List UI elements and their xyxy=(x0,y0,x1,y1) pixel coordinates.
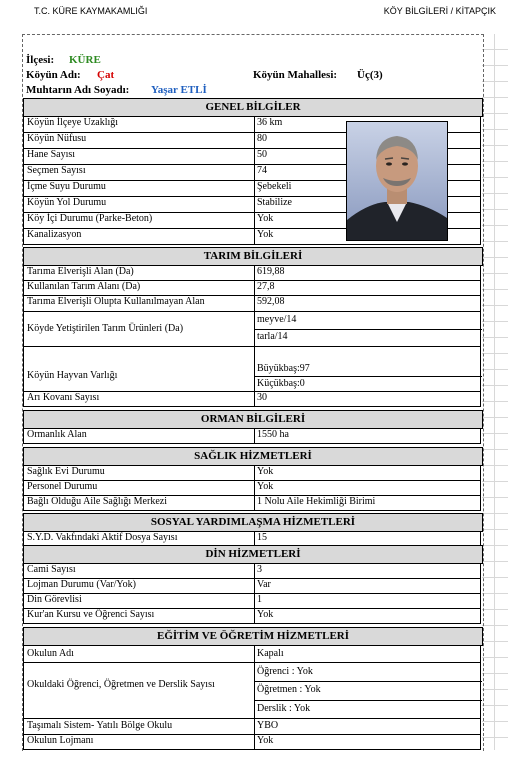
row-label: Tarıma Elverişli Alan (Da) xyxy=(27,266,134,277)
section-general-info: GENEL BİLGİLER xyxy=(23,98,483,117)
row-value: Yok xyxy=(254,735,482,749)
table-row xyxy=(23,719,481,735)
header-document-title: KÖY BİLGİLERİ / KİTAPÇIK xyxy=(383,6,496,16)
student-count: Öğrenci : Yok xyxy=(257,666,313,677)
products-fruit: meyve/14 xyxy=(257,314,297,325)
teacher-count: Öğretmen : Yok xyxy=(257,684,321,695)
row-label: Seçmen Sayısı xyxy=(27,165,86,176)
row-value: 30 xyxy=(254,392,482,406)
row-label: Okuldaki Öğrenci, Öğretmen ve Derslik Sayısı xyxy=(27,679,215,690)
header-institution: T.C. KÜRE KAYMAKAMLIĞI xyxy=(34,6,148,16)
row-label: Lojman Durumu (Var/Yok) xyxy=(27,579,136,590)
row-label: Personel Durumu xyxy=(27,481,98,492)
page-header xyxy=(0,6,510,20)
district-value: KÜRE xyxy=(69,54,101,66)
column-divider xyxy=(254,663,255,718)
column-divider xyxy=(254,347,255,391)
cell-divider xyxy=(254,329,482,330)
livestock-small: Küçükbaş:0 xyxy=(257,378,305,389)
table-row xyxy=(23,481,481,496)
row-label: Köyün Yol Durumu xyxy=(27,197,107,208)
cell-divider xyxy=(254,681,482,682)
livestock-large: Büyükbaş:97 xyxy=(257,363,310,374)
village-name-label: Köyün Adı: xyxy=(26,69,81,81)
headman-photo xyxy=(346,121,448,241)
neighborhood-value: Üç(3) xyxy=(357,69,383,81)
table-row xyxy=(23,735,481,750)
table-row-products xyxy=(23,312,481,347)
cell-divider xyxy=(254,700,482,701)
section-education: EĞİTİM VE ÖĞRETİM HİZMETLERİ xyxy=(23,627,483,646)
row-value: 50 xyxy=(254,149,369,164)
village-name-value: Çat xyxy=(97,69,115,81)
row-label: Bağlı Olduğu Aile Sağlığı Merkezi xyxy=(27,496,167,507)
section-agriculture: TARIM BİLGİLERİ xyxy=(23,247,483,266)
row-label: İçme Suyu Durumu xyxy=(27,181,106,192)
row-label: Din Görevlisi xyxy=(27,594,82,605)
row-value: Şebekeli xyxy=(254,181,369,196)
district-line xyxy=(23,53,483,67)
section-forest: ORMAN BİLGİLERİ xyxy=(23,410,483,429)
row-label: Cami Sayısı xyxy=(27,564,76,575)
table-row xyxy=(23,466,481,481)
row-label: Taşımalı Sistem- Yatılı Bölge Okulu xyxy=(27,720,173,731)
table-row xyxy=(23,646,481,663)
row-value: 592,08 xyxy=(254,296,482,311)
section-social-aid: SOSYAL YARDIMLAŞMA HİZMETLERİ xyxy=(23,513,483,532)
products-field: tarla/14 xyxy=(257,331,288,342)
table-row xyxy=(23,496,481,511)
row-label: Köyün İlçeye Uzaklığı xyxy=(27,117,119,128)
row-value: Yok xyxy=(254,213,369,228)
table-row xyxy=(23,392,481,407)
district-label: İlçesi: xyxy=(26,54,55,66)
row-value: 15 xyxy=(254,532,482,546)
row-value: 3 xyxy=(254,564,482,578)
headman-line xyxy=(23,83,483,97)
row-label: Köyde Yetiştirilen Tarım Ürünleri (Da) xyxy=(27,323,184,334)
row-value: Yok xyxy=(254,609,482,623)
row-label: S.Y.D. Vakfındaki Aktif Dosya Sayısı xyxy=(27,532,178,543)
row-value: Kapalı xyxy=(254,646,482,662)
row-value: Yok xyxy=(254,466,482,480)
row-label: Sağlık Evi Durumu xyxy=(27,466,105,477)
row-label: Okulun Adı xyxy=(27,648,74,659)
village-line xyxy=(23,68,483,82)
table-row xyxy=(23,266,481,281)
table-row xyxy=(23,429,481,444)
classroom-count: Derslik : Yok xyxy=(257,703,311,714)
cell-divider xyxy=(254,376,482,377)
row-label: Tarıma Elverişli Olupta Kullanılmayan Alan xyxy=(27,296,205,307)
table-row xyxy=(23,609,481,624)
section-religious: DİN HİZMETLERİ xyxy=(23,545,483,564)
table-row xyxy=(23,281,481,296)
row-value: 1550 ha xyxy=(254,429,482,443)
row-value: Yok xyxy=(254,229,369,244)
row-value: 36 km xyxy=(254,117,369,132)
row-label: Arı Kovanı Sayısı xyxy=(27,392,100,403)
row-value: YBO xyxy=(254,719,482,734)
table-row xyxy=(23,594,481,609)
row-label: Hane Sayısı xyxy=(27,149,76,160)
row-label: Okulun Lojmanı xyxy=(27,735,94,746)
table-row xyxy=(23,564,481,579)
row-label: Köyün Nüfusu xyxy=(27,133,87,144)
headman-label: Muhtarın Adı Soyadı: xyxy=(26,84,130,96)
row-value: 80 xyxy=(254,133,369,148)
table-row-livestock xyxy=(23,347,481,392)
row-label: Ormanlık Alan xyxy=(27,429,87,440)
row-value: 1 Nolu Aile Hekimliği Birimi xyxy=(254,496,482,510)
row-value: Yok xyxy=(254,481,482,495)
row-value: 619,88 xyxy=(254,266,482,280)
table-row-school-counts xyxy=(23,663,481,719)
row-label: Kur'an Kursu ve Öğrenci Sayısı xyxy=(27,609,155,620)
neighborhood-label: Köyün Mahallesi: xyxy=(253,69,338,81)
row-value: Var xyxy=(254,579,482,593)
row-value: 74 xyxy=(254,165,369,180)
row-label: Köyün Hayvan Varlığı xyxy=(27,370,118,381)
table-row xyxy=(23,296,481,312)
row-label: Köy İçi Durumu (Parke-Beton) xyxy=(27,213,153,224)
row-value: Stabilize xyxy=(254,197,369,212)
spreadsheet-gridlines xyxy=(482,34,508,750)
table-row xyxy=(23,579,481,594)
section-health: SAĞLIK HİZMETLERİ xyxy=(23,447,483,466)
headman-value: Yaşar ETLİ xyxy=(151,84,207,96)
row-label: Kullanılan Tarım Alanı (Da) xyxy=(27,281,141,292)
row-value: 1 xyxy=(254,594,482,608)
row-label: Kanalizasyon xyxy=(27,229,82,240)
row-value: 27,8 xyxy=(254,281,482,295)
